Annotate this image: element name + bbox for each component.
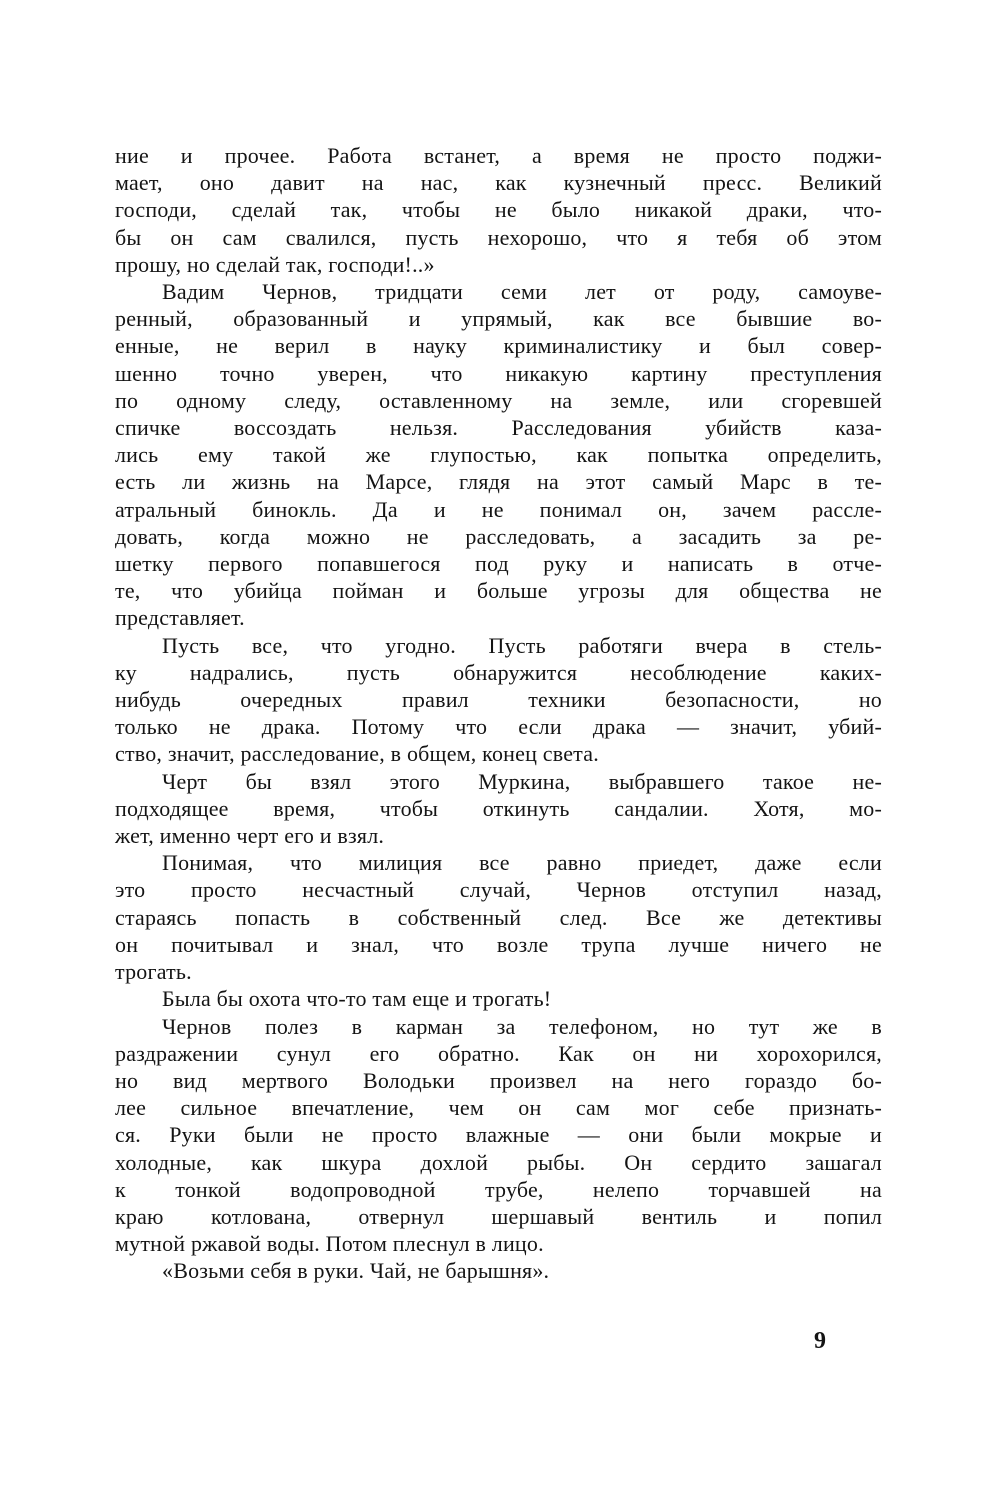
text-line: лее сильное впечатление, чем он сам мог себе признать- xyxy=(115,1095,882,1121)
text-line: те, что убийца пойман и больше угрозы для общества не xyxy=(115,578,882,604)
text-line: ренный, образованный и упрямый, как все бывшие во- xyxy=(115,306,882,332)
text-line: лись ему такой же глупостью, как попытка определить, xyxy=(115,442,882,468)
text-line: краю котлована, отвернул шершавый вентиль и попил xyxy=(115,1203,882,1229)
text-line: Вадим Чернов, тридцати семи лет от роду, самоуве- xyxy=(162,279,882,305)
page-number: 9 xyxy=(814,1328,826,1354)
text-line: Черт бы взял этого Муркина, выбравшего такое не- xyxy=(162,768,882,794)
text-line: нибудь очередных правил техники безопасности, но xyxy=(115,687,882,713)
paragraph xyxy=(115,849,882,985)
paragraph xyxy=(115,985,882,1012)
text-line: довать, когда можно не расследовать, а засадить за ре- xyxy=(115,523,882,549)
text-line: ку надрались, пусть обнаружится несоблюдение каких- xyxy=(115,659,882,685)
text-line: мает, оно давит на нас, как кузнечный пресс. Великий xyxy=(115,170,882,196)
text-line: Была бы охота что-то там еще и трогать! xyxy=(162,986,552,1012)
text-line: спичке воссоздать нельзя. Расследования убийств каза- xyxy=(115,415,882,441)
text-line: «Возьми себя в руки. Чай, не барышня». xyxy=(162,1258,550,1284)
text-line: Понимая, что милиция все равно приедет, даже если xyxy=(162,850,882,876)
text-line: ся. Руки были не просто влажные — они были мокрые и xyxy=(115,1122,882,1148)
paragraph xyxy=(115,278,882,632)
text-line: раздражении сунул его обратно. Как он ни хорохорился, xyxy=(115,1040,882,1066)
paragraph xyxy=(115,1257,882,1284)
text-line: жет, именно черт его и взял. xyxy=(115,823,385,849)
text-line: шенно точно уверен, что никакую картину преступления xyxy=(115,360,882,386)
text-line: шетку первого попавшегося под руку и написать в отче- xyxy=(115,551,882,577)
text-line: только не драка. Потому что если драка — значит, убий- xyxy=(115,714,882,740)
text-line: есть ли жизнь на Марсе, глядя на этот самый Марс в те- xyxy=(115,469,882,495)
text-line: ние и прочее. Работа встанет, а время не просто поджи- xyxy=(115,143,882,168)
text-line: подходящее время, чтобы откинуть сандалии. Хотя, мо- xyxy=(115,795,882,821)
text-line: бы он сам свалился, пусть нехорошо, что я тебя об этом xyxy=(115,224,882,250)
text-line: но вид мертвого Володьки произвел на него гораздо бо- xyxy=(115,1067,882,1093)
paragraph xyxy=(115,768,882,850)
paragraph xyxy=(115,142,882,278)
text-line: по одному следу, оставленному на земле, или сгоревшей xyxy=(115,387,882,413)
text-line: представляет. xyxy=(115,605,245,631)
text-line: это просто несчастный случай, Чернов отступил назад, xyxy=(115,877,882,903)
text-line: стараясь попасть в собственный след. Все же детективы xyxy=(115,904,882,930)
paragraph xyxy=(115,1013,882,1258)
text-line: господи, сделай так, чтобы не было никакой драки, что- xyxy=(115,197,882,223)
text-line: ство, значит, расследование, в общем, конец света. xyxy=(115,741,599,767)
text-line: атральный бинокль. Да и не понимал он, зачем рассле- xyxy=(115,496,882,522)
text-line: трогать. xyxy=(115,959,192,985)
text-line: к тонкой водопроводной трубе, нелепо торчавшей на xyxy=(115,1176,882,1202)
text-line: енные, не верил в науку криминалистику и был совер- xyxy=(115,333,882,359)
text-line: он почитывал и знал, что возле трупа лучше ничего не xyxy=(115,931,882,957)
page-text xyxy=(115,142,882,1285)
text-line: Пусть все, что угодно. Пусть работяги вчера в стель- xyxy=(162,632,882,658)
text-line: холодные, как шкура дохлой рыбы. Он сердито зашагал xyxy=(115,1149,882,1175)
paragraph xyxy=(115,632,882,768)
text-line: мутной ржавой воды. Потом плеснул в лицо. xyxy=(115,1231,544,1257)
text-line: Чернов полез в карман за телефоном, но тут же в xyxy=(162,1013,882,1039)
text-line: прошу, но сделай так, господи!..» xyxy=(115,251,435,277)
